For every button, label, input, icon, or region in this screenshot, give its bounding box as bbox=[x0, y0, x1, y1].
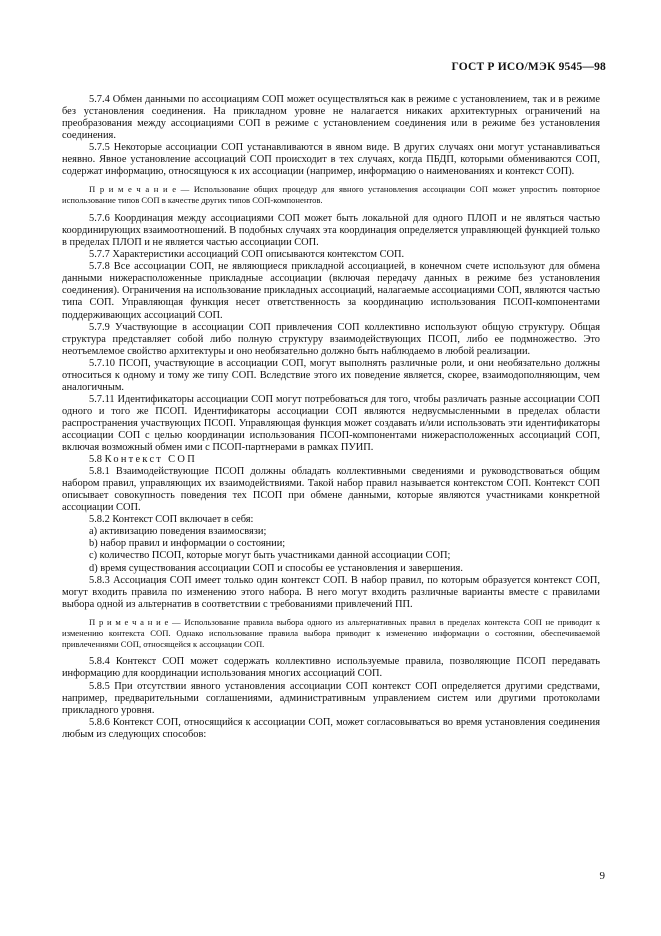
list-item: a) активизацию поведения взаимосвязи; bbox=[89, 526, 267, 538]
section-number: 5.8 bbox=[89, 454, 102, 466]
page-number: 9 bbox=[599, 870, 605, 882]
note-text: — Использование правила выбора одного из альтернативных правил в пределах контекста СОП не приводит к изменению контекста СОП. Однако использование правила выбора приводит к изменению информации о состоянии, обеспечиваемой привлечениями СОП, относящейся к ассоциации СОП. bbox=[62, 616, 600, 649]
document-body bbox=[62, 94, 600, 741]
paragraph-5-8-4: 5.8.4 Контекст СОП может содержать коллективно используемые правила, позволяющие ПСОП передавать информацию для координации использования многих ассоциаций СОП. bbox=[62, 656, 600, 680]
section-title: Контекст СОП bbox=[104, 454, 198, 466]
note-1 bbox=[62, 184, 600, 206]
paragraph-5-7-11: 5.7.11 Идентификаторы ассоциации СОП могут потребоваться для того, чтобы различать разные ассоциации СОП одного и того же ПСОП. Идентификаторы ассоциации СОП являются недвусмысленными в пределах области распространения участвующих ПСОП. Управляющая функция может создавать и/или использовать эти идентификаторы ассоциации СОП с целью координации использования ПСОП-компонентами нижерасположенных ассоциаций СОП, включая возможный обмен ими с ПСОП-партнерами в рамках ПУИП. bbox=[62, 393, 600, 454]
document-id-header: ГОСТ Р ИСО/МЭК 9545—98 bbox=[451, 61, 606, 73]
paragraph-5-7-8: 5.7.8 Все ассоциации СОП, не являющиеся прикладной ассоциацией, в конечном счете используют для обмена данными нижерасположенные прикладные ассоциации (включая передачу данных в режиме без установления соединения). Ограничения на использование прикладных ассоциаций, налагаемые ассоциациями СОП, являются частью типа СОП. Управляющая функция несет ответственность за координацию использования ПСОП-компонентами поддерживающих ассоциаций СОП. bbox=[62, 261, 600, 321]
paragraph-5-8-2: 5.8.2 Контекст СОП включает в себя: bbox=[89, 514, 254, 526]
note-label: П р и м е ч а н и е bbox=[89, 616, 169, 627]
note-2 bbox=[62, 617, 600, 650]
list-item: b) набор правил и информации о состоянии; bbox=[89, 538, 286, 550]
list-item: c) количество ПСОП, которые могут быть участниками данной ассоциации СОП; bbox=[89, 550, 451, 562]
paragraph-5-7-10: 5.7.10 ПСОП, участвующие в ассоциации СОП, могут выполнять различные роли, и они необязательно должны относиться к одному и тому же типу СОП. Вследствие этого их поведение является, скорее, взаимодополняющим, чем аналогичным. bbox=[62, 357, 600, 393]
paragraph-5-8-3: 5.8.3 Ассоциация СОП имеет только один контекст СОП. В набор правил, по которым образуется контекст СОП, могут входить правила по изменению этого набора. В него могут входить различные варианты вместе с правилами выбора одной из альтернатив в соответствии с требованиями привлечений ПП. bbox=[62, 574, 600, 610]
paragraph-5-8-6: 5.8.6 Контекст СОП, относящийся к ассоциации СОП, может согласовываться во время установления соединения любым из следующих способов: bbox=[62, 716, 600, 740]
note-text: — Использование общих процедур для явного установления ассоциации СОП может упростить повторное использование типов СОП в качестве других типов СОП-компонентов. bbox=[62, 184, 600, 206]
paragraph-5-7-4: 5.7.4 Обмен данными по ассоциациям СОП может осуществляться как в режиме с установлением, так и в режиме без установления соединения. На прикладном уровне не налагается никаких архитектурных ограничений на преобразования между ассоциациями СОП в режиме с установлением соединения или в режиме без установления соединения. bbox=[62, 94, 600, 142]
list-item: d) время существования ассоциации СОП и способы ее установления и завершения. bbox=[89, 562, 463, 574]
paragraph-5-7-6: 5.7.6 Координация между ассоциациями СОП может быть локальной для одного ПЛОП и не являться частью координирующих взаимоотношений. В подобных случаях эта координация определяется управляющей функцией только в пределах ПЛОП и не является частью ассоциации СОП. bbox=[62, 213, 600, 249]
paragraph-5-8-5: 5.8.5 При отсутствии явного установления ассоциации СОП контекст СОП определяется другими средствами, например, предварительными соглашениями, административным управлением систем или другими протоколами прикладного уровня. bbox=[62, 680, 600, 716]
paragraph-5-7-5: 5.7.5 Некоторые ассоциации СОП устанавливаются в явном виде. В других случаях они могут устанавливаться неявно. Явное установление ассоциаций СОП происходит в тех случаях, когда ПБДП, которыми обмениваются СОП, содержат информацию, относящуюся к их ассоциации (например, информацию о наименованиях и контекст СОП). bbox=[62, 142, 600, 178]
note-label: П р и м е ч а н и е bbox=[89, 184, 177, 195]
section-heading-5-8 bbox=[62, 454, 600, 466]
paragraph-5-8-1: 5.8.1 Взаимодействующие ПСОП должны обладать коллективными сведениями и руководствоваться общим набором правил, управляющих их взаимодействиями. Такой набор правил называется контекстом СОП. Контекст СОП описывает совокупность поведения тех ПСОП при обмене данными, которые являются участниками конкретной ассоциации СОП. bbox=[62, 466, 600, 514]
paragraph-5-7-7: 5.7.7 Характеристики ассоциаций СОП описываются контекстом СОП. bbox=[89, 249, 405, 261]
paragraph-5-7-9: 5.7.9 Участвующие в ассоциации СОП привлечения СОП коллективно используют общую структуру. Общая структура представляет собой либо полную структуру взаимодействующих ПСОП, либо ее подмножество. Это неотъемлемое свойство архитектуры и оно необязательно должно быть наблюдаемо в любой реализации. bbox=[62, 321, 600, 357]
